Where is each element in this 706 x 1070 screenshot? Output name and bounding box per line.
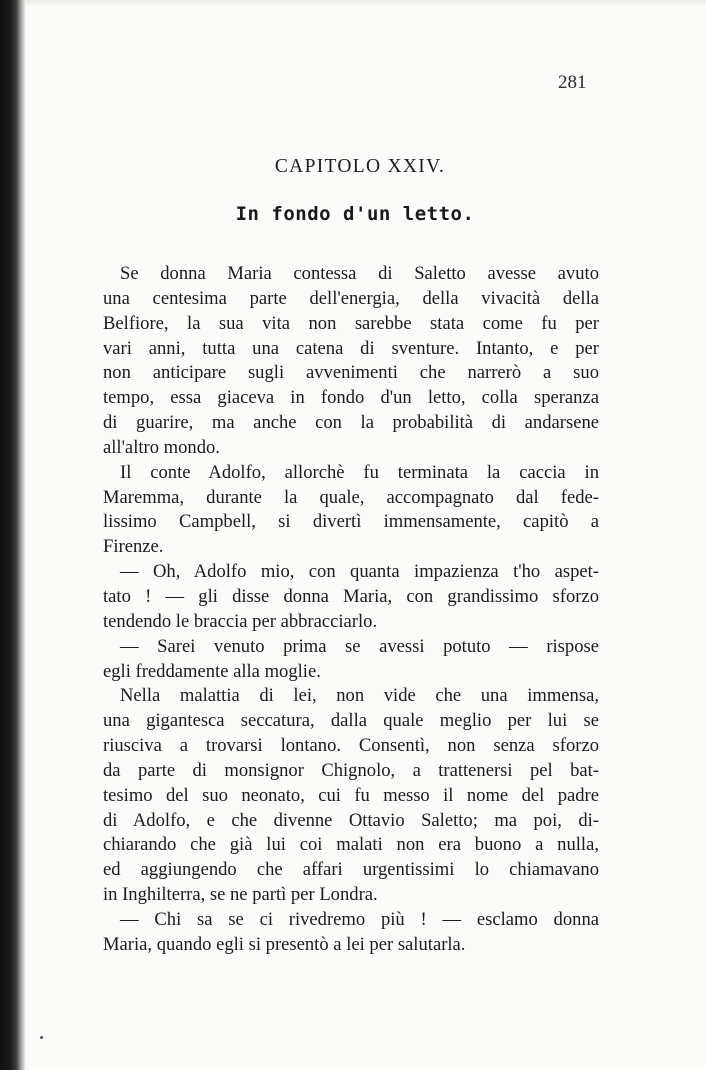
text-line: da parte di monsignor Chignolo, a trattenersi pel bat-: [103, 759, 599, 781]
text-line: Se donna Maria contessa di Saletto avesse avuto: [120, 263, 599, 284]
text-line: Belfiore, la sua vita non sarebbe stata come fu per: [103, 312, 599, 334]
text-line: lissimo Campbell, si divertì immensamente, capitò a: [103, 511, 599, 533]
text-line: di Adolfo, e che divenne Ottavio Saletto; ma poi, di-: [103, 809, 599, 831]
text-line: vari anni, tutta una catena di sventure. Intanto, e per: [103, 337, 599, 359]
text-line: Nella malattia di lei, non vide che una immensa,: [120, 685, 599, 707]
page-binding-edge: [0, 0, 26, 1070]
text-line: tendendo le braccia per abbracciarlo.: [103, 610, 378, 632]
text-line: egli freddamente alla moglie.: [103, 660, 321, 682]
page-number: 281: [558, 72, 587, 93]
text-line: riusciva a trovarsi lontano. Consentì, non senza sforzo: [103, 735, 599, 757]
text-line: chiarando che già lui coi malati non era buono a nulla,: [103, 834, 599, 856]
chapter-title: In fondo d'un letto.: [235, 203, 475, 225]
text-line: Firenze.: [103, 536, 164, 558]
chapter-heading: CAPITOLO XXIV.: [274, 156, 446, 177]
text-line: Maria, quando egli si presentò a lei per salutarla.: [103, 933, 466, 955]
text-line: Il conte Adolfo, allorchè fu terminata la caccia in: [120, 461, 599, 483]
text-line: all'altro mondo.: [103, 436, 220, 458]
text-line: ed aggiungendo che affari urgentissimi lo chiamavano: [103, 859, 599, 881]
text-line: una centesima parte dell'energia, della vivacità della: [103, 287, 599, 309]
paper-speck: [40, 1036, 43, 1039]
text-line: una gigantesca seccatura, dalla quale meglio per lui se: [103, 710, 599, 732]
text-line: di guarire, ma anche con la probabilità di andarsene: [103, 412, 599, 434]
text-line: in Inghilterra, se ne partì per Londra.: [103, 884, 378, 906]
page-top-shadow: [26, 0, 706, 6]
text-line: non anticipare sugli avvenimenti che narrerò a suo: [103, 362, 599, 384]
body-text: [103, 262, 599, 958]
text-line: tesimo del suo neonato, cui fu messo il nome del padre: [103, 784, 599, 806]
text-line: tato ! — gli disse donna Maria, con grandissimo sforzo: [103, 585, 599, 607]
text-line: — Sarei venuto prima se avessi potuto — rispose: [120, 635, 599, 657]
text-line: — Oh, Adolfo mio, con quanta impazienza t'ho aspet-: [120, 561, 599, 583]
text-line: Maremma, durante la quale, accompagnato dal fede-: [103, 486, 599, 508]
text-line: — Chi sa se ci rivedremo più ! — esclamo donna: [120, 908, 599, 930]
text-line: tempo, essa giaceva in fondo d'un letto, colla speranza: [103, 387, 599, 409]
